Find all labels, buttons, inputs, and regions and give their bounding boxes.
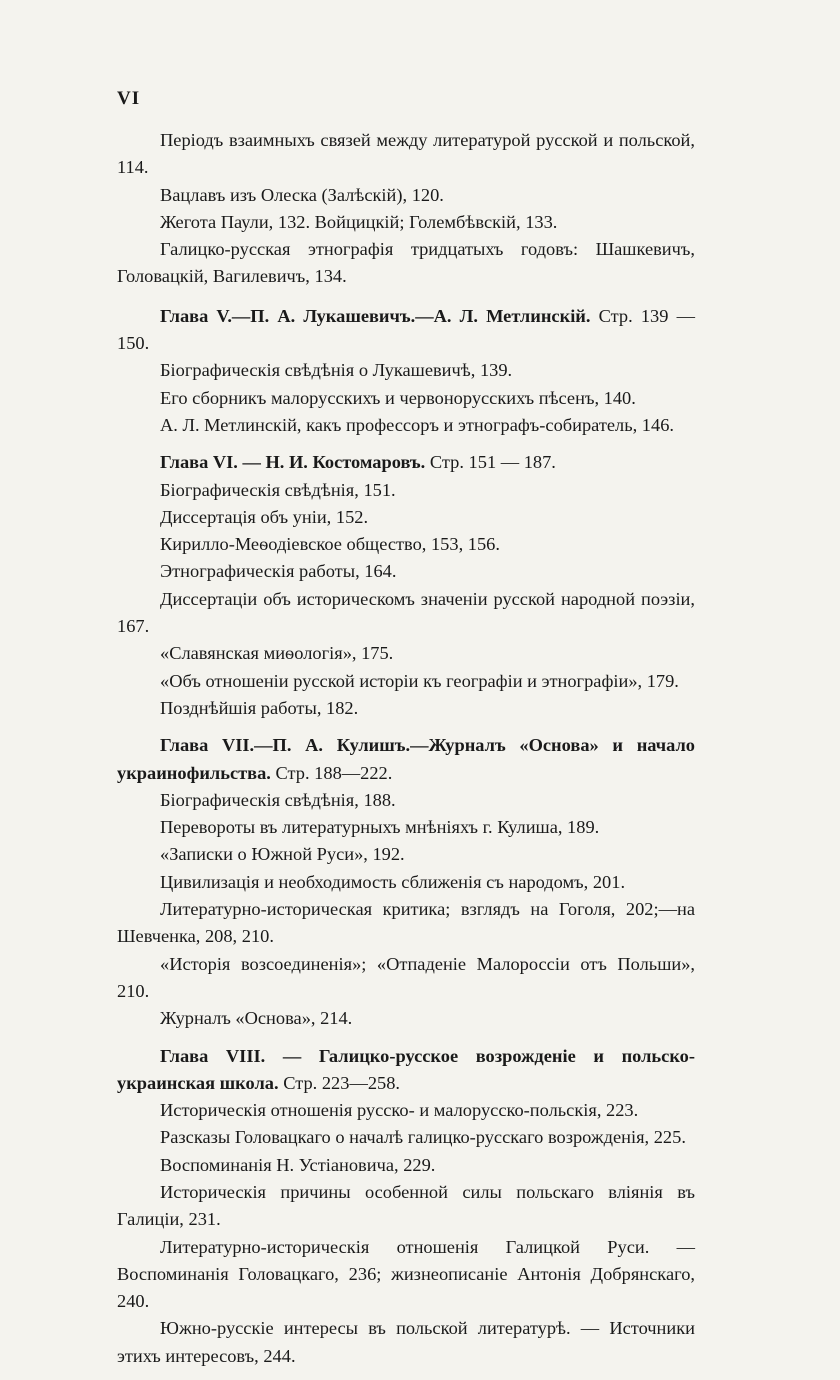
chapter-title: Глава V.—П. А. Лукашевичъ.—А. Л. Метлинскій. (160, 305, 591, 326)
toc-entry: Біографическія свѣдѣнія, 188. (160, 789, 396, 810)
chapter-6 (117, 449, 695, 722)
toc-entry: Цивилизація и необходимость сближенія съ народомъ, 201. (160, 871, 626, 892)
toc-entry: Перевороты въ литературныхъ мнѣніяхъ г. Кулиша, 189. (160, 817, 600, 838)
table-of-contents (117, 127, 695, 1380)
chapter-heading (117, 1043, 695, 1098)
toc-entry: Періодъ взаимныхъ связей между литературой русской и польской, 114. (117, 130, 695, 178)
chapter-7 (117, 732, 695, 1032)
toc-entry: «Славянская миѳологія», 175. (160, 643, 394, 664)
continued-section (117, 127, 695, 291)
toc-entry: Историческія отношенія русско- и малорусско-польскія, 223. (160, 1100, 639, 1121)
chapter-heading (117, 303, 695, 358)
toc-entry: Его сборникъ малорусскихъ и червонорусскихъ пѣсенъ, 140. (160, 387, 636, 408)
toc-entry: Воспоминанія Н. Устіановича, 229. (160, 1154, 436, 1175)
toc-entry: Этнографическія работы, 164. (160, 561, 397, 582)
toc-entry: Галицко-русская этнографія тридцатыхъ годовъ: Шашкевичъ, Головацкій, Вагилевичъ, 134. (117, 239, 695, 287)
chapter-8 (117, 1043, 695, 1371)
toc-entry: Диссертаціи объ историческомъ значеніи русской народной поэзіи, 167. (117, 588, 695, 637)
toc-entry: Литературно-историческая критика; взглядъ на Гоголя, 202;—на Шевченка, 208, 210. (117, 899, 695, 947)
chapter-title: Глава VII.—П. А. Кулишъ.—Журналъ «Основа» и начало украинофильства. (117, 735, 695, 783)
chapter-5 (117, 303, 695, 439)
toc-entry: Журналъ «Основа», 214. (160, 1008, 353, 1029)
toc-entry: Диссертація объ уніи, 152. (160, 506, 369, 527)
chapter-heading (117, 449, 695, 476)
toc-entry: «Записки о Южной Руси», 192. (160, 844, 405, 865)
toc-entry: Южно-русскіе интересы въ польской литературѣ. — Источники этихъ интересовъ, 244. (117, 1318, 695, 1366)
toc-entry: Кирилло-Меѳодіевское общество, 153, 156. (160, 534, 500, 555)
page-number: VI (117, 88, 141, 109)
chapter-pages: Стр. 139 — 150. (117, 305, 695, 354)
chapter-title: Глава VI. — Н. И. Костомаровъ. (160, 452, 426, 473)
toc-entry: «Объ отношеніи русской исторіи къ географіи и этнографіи», 179. (160, 670, 679, 691)
toc-entry: Жегота Паули, 132. Войцицкій; Голембѣвскій, 133. (160, 211, 558, 232)
toc-entry: Позднѣйшія работы, 182. (160, 697, 359, 718)
toc-entry: Разсказы Головацкаго о началѣ галицко-русскаго возрожденія, 225. (160, 1127, 686, 1148)
chapter-title: Глава VIII. — Галицко-русское возрожденіе и польско-украинская школа. (117, 1045, 695, 1093)
toc-entry: «Исторія возсоединенія»; «Отпаденіе Малороссіи отъ Польши», 210. (117, 953, 695, 1001)
chapter-pages: Стр. 188—222. (275, 762, 393, 783)
toc-entry: Литературно-историческія отношенія Галицкой Руси. — Воспоминанія Головацкаго, 236; жизнеописаніе Антонія Добрянскаго, 240. (117, 1236, 695, 1312)
toc-entry: Историческія причины особенной силы польскаго вліянія въ Галиціи, 231. (117, 1181, 695, 1230)
toc-entry: Біографическія свѣдѣнія, 151. (160, 479, 396, 500)
toc-entry: Біографическія свѣдѣнія о Лукашевичѣ, 139. (160, 360, 513, 381)
toc-entry: А. Л. Метлинскій, какъ профессоръ и этнографъ-собиратель, 146. (160, 414, 674, 435)
chapter-pages: Стр. 151 — 187. (429, 452, 556, 473)
toc-entry: Вацлавъ изъ Олеска (Залѣскій), 120. (160, 184, 444, 205)
chapter-heading (117, 732, 695, 787)
chapter-pages: Стр. 223—258. (283, 1072, 401, 1093)
